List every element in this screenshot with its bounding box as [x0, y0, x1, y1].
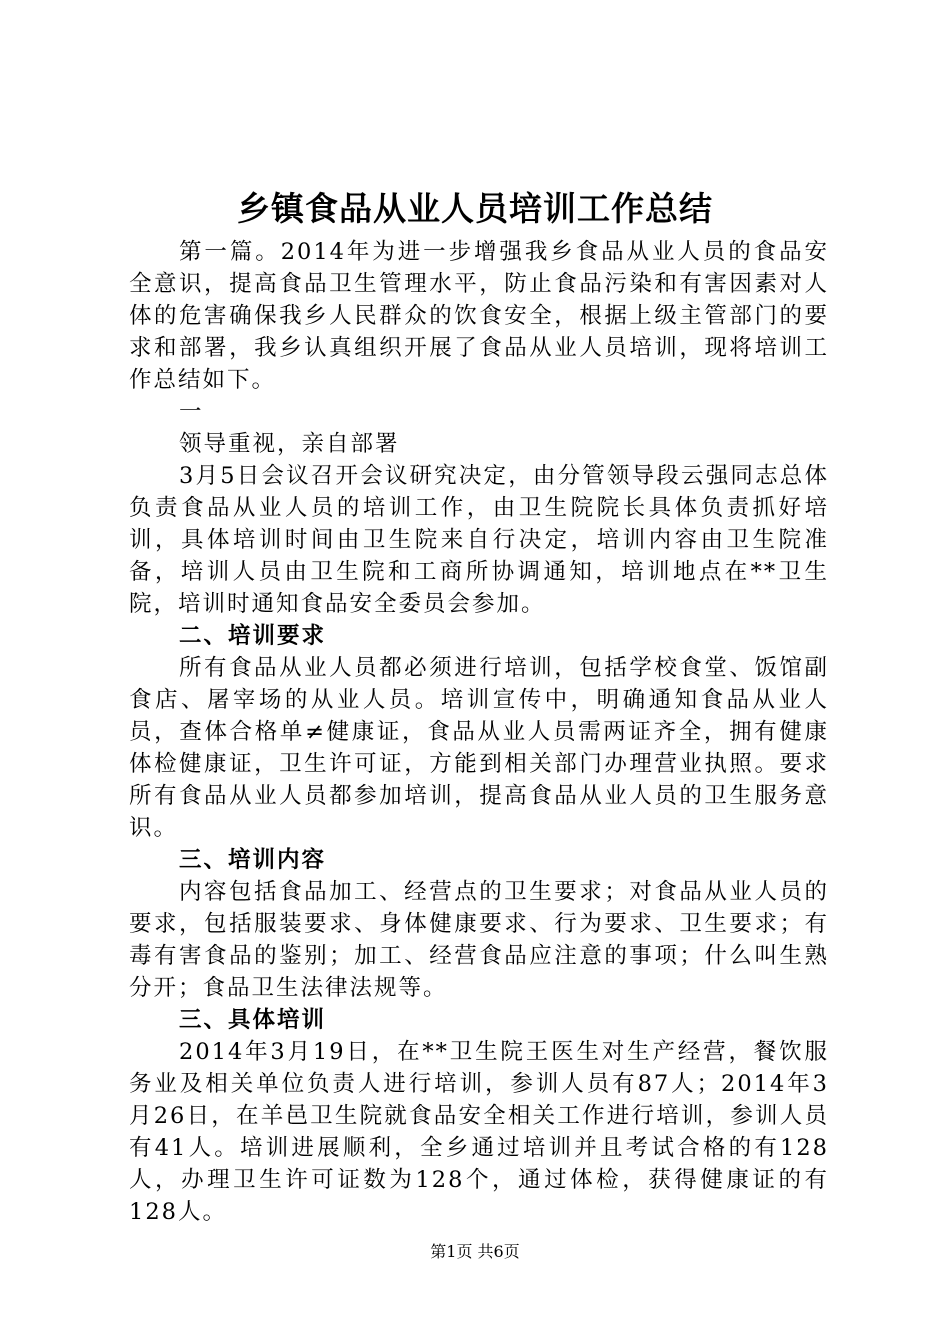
section1-heading: 领导重视，亲自部署 [179, 431, 400, 457]
page-footer: 第1页 共6页 [430, 1242, 520, 1261]
section3-paragraph: 内容包括食品加工、经营点的卫生要求；对食品从业人员的要求，包括服装要求、身体健康要求、行为要求、卫生要求；有毒有害食品的鉴别；加工、经营食品应注意的事项；什么叫生熟分开；食品卫生法律法规等。 [129, 879, 829, 1001]
section1-paragraph: 3月5日会议召开会议研究决定，由分管领导段云强同志总体负责食品从业人员的培训工作，由卫生院院长具体负责抓好培训，具体培训时间由卫生院来自行决定，培训内容由卫生院准备，培训人员由卫生院和工商所协调通知，培训地点在**卫生院，培训时通知食品安全委员会参加。 [129, 463, 829, 617]
section2-paragraph: 所有食品从业人员都必须进行培训，包括学校食堂、饭馆副食店、屠宰场的从业人员。培训宣传中，明确通知食品从业人员，查体合格单≠健康证，食品从业人员需两证齐全，拥有健康体检健康证，卫生许可证，方能到相关部门办理营业执照。要求所有食品从业人员都参加培训，提高食品从业人员的卫生服务意识。 [129, 655, 829, 841]
document-title: 乡镇食品从业人员培训工作总结 [237, 189, 713, 228]
section3-heading: 三、培训内容 [179, 847, 327, 873]
section1-number: 一 [179, 399, 204, 425]
document-body [129, 236, 829, 1228]
section2-heading: 二、培训要求 [179, 623, 327, 649]
section4-heading: 三、具体培训 [179, 1007, 327, 1033]
section4-paragraph: 2014年3月19日，在**卫生院王医生对生产经营，餐饮服务业及相关单位负责人进行培训，参训人员有87人；2014年3月26日，在羊邑卫生院就食品安全相关工作进行培训，参训人员有41人。培训进展顺利，全乡通过培训并且考试合格的有128人，办理卫生许可证数为128个，通过体检，获得健康证的有128人。 [129, 1039, 829, 1225]
intro-paragraph: 第一篇。2014年为进一步增强我乡食品从业人员的食品安全意识，提高食品卫生管理水平，防止食品污染和有害因素对人体的危害确保我乡人民群众的饮食安全，根据上级主管部门的要求和部署，我乡认真组织开展了食品从业人员培训，现将培训工作总结如下。 [129, 239, 829, 393]
